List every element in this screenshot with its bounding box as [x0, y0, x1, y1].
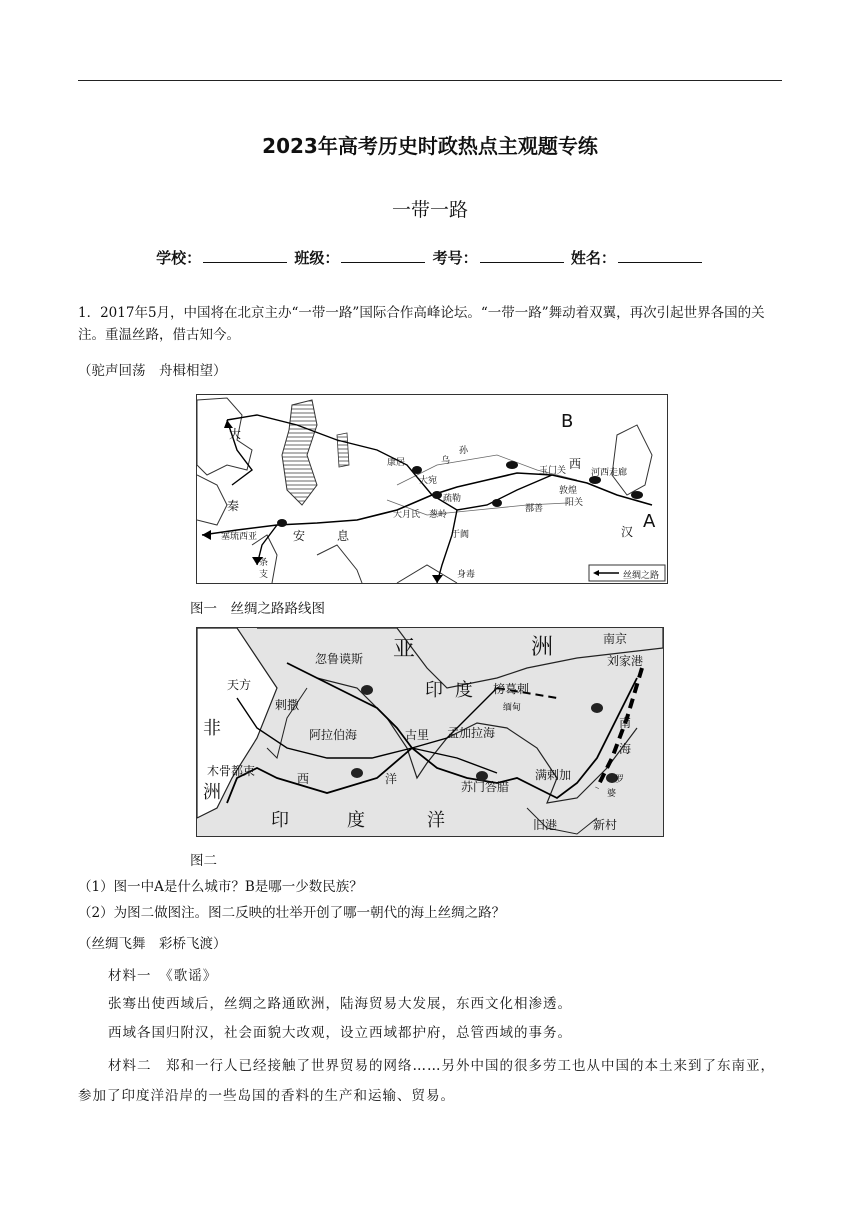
label-miandian: 缅甸	[503, 703, 522, 713]
figure-2-caption: 图二	[190, 853, 217, 869]
label-xi: 西	[297, 772, 310, 786]
label-zhi: 支	[259, 570, 269, 580]
label-liujiagang: 刘家港	[607, 654, 644, 668]
label-dayuezhi: 大月氏	[393, 510, 421, 520]
material-1-line-2: 西域各国归附汉，社会面貌大改观，设立西域都护府，总管西域的事务。	[108, 1025, 572, 1041]
label-yang: 洋	[385, 772, 398, 786]
label-po: 婆	[607, 789, 617, 799]
label-alabo: 阿拉伯海	[309, 728, 358, 742]
label-yang2: 洋	[427, 810, 445, 831]
label-sun: 孙	[459, 446, 469, 456]
exam-number-blank[interactable]	[480, 248, 564, 263]
header-rule	[78, 80, 782, 81]
name-label: 姓名：	[570, 249, 616, 267]
label-du2: 度	[347, 810, 365, 831]
label-dayuan: 大宛	[419, 476, 438, 486]
exam-number-label: 考号：	[432, 249, 478, 267]
silk-road-map	[196, 394, 668, 584]
label-jiugang: 旧港	[533, 818, 558, 832]
student-info-fields	[0, 247, 860, 268]
label-da: 大	[229, 427, 242, 441]
label-shanshan: 鄯善	[525, 504, 544, 514]
label-du: 度	[455, 680, 473, 701]
page-title: 2023年高考历史时政热点主观题专练	[262, 134, 598, 158]
label-sumendala: 苏门答腊	[461, 780, 510, 794]
label-yangguan: 阳关	[565, 498, 584, 508]
label-kangju: 康居	[387, 458, 406, 468]
class-label: 班级：	[294, 249, 340, 267]
label-lasa: 剌撒	[275, 698, 300, 712]
label-sailu: 塞琉西亚	[221, 532, 258, 542]
label-yumenguan: 玉门关	[539, 466, 567, 476]
label-nanjing: 南京	[603, 632, 628, 646]
label-yin: 印	[425, 680, 443, 701]
page-subtitle: 一带一路	[391, 199, 468, 221]
label-shule: 疏勒	[443, 494, 462, 504]
label-hai: 海	[619, 742, 632, 756]
material-1-title: 材料一 《歌谣》	[108, 968, 218, 984]
label-zhou2: 洲	[203, 782, 221, 803]
label-nan: 南	[619, 716, 632, 730]
label-han: 汉	[621, 525, 634, 539]
label-manlajia: 满剌加	[535, 768, 572, 782]
section-2-heading: （丝绸飞舞 彩桥飞渡）	[78, 936, 227, 952]
label-luo: 罗	[615, 775, 625, 785]
label-mengjiala: 孟加拉海	[447, 726, 496, 740]
label-congling: 葱岭	[429, 510, 448, 520]
label-qin: 秦	[227, 499, 240, 513]
school-label: 学校：	[156, 249, 202, 267]
sub-question-2: （2）为图二做图注。图二反映的壮举开创了哪一朝代的海上丝绸之路？	[78, 905, 506, 921]
label-tiao: 条	[259, 558, 269, 568]
label-zhou: 洲	[531, 635, 554, 660]
label-xincun: 新村	[593, 818, 618, 832]
label-yutian: 于阗	[451, 530, 470, 540]
name-blank[interactable]	[618, 248, 702, 263]
label-shendu: 身毒	[457, 570, 476, 580]
label-yin2: 印	[271, 810, 289, 831]
material-2: 材料二 郑和一行人已经接触了世界贸易的网络……另外中国的很多劳工也从中国的本土来到了东南亚，参加了印度洋沿岸的一些岛国的香料的生产和运输、贸易。	[78, 1058, 775, 1104]
material-1-line-1: 张骞出使西域后，丝绸之路通欧洲，陆海贸易大发展，东西文化相渗透。	[108, 996, 572, 1012]
class-blank[interactable]	[341, 248, 425, 263]
zheng-he-voyage-map	[196, 627, 664, 837]
label-A: A	[643, 511, 656, 532]
label-bodi: 榜葛剌	[493, 682, 530, 696]
label-xi: 西	[569, 457, 582, 471]
label-B: B	[561, 411, 574, 432]
label-hexi: 河西走廊	[591, 468, 628, 478]
label-fei: 非	[203, 718, 221, 739]
label-mugudushu: 木骨都束	[207, 764, 256, 778]
label-xi2: 息	[337, 529, 350, 543]
zheng-he-map-graphic	[197, 628, 663, 836]
question-1-intro: 1．2017年5月，中国将在北京主办“一带一路”国际合作高峰论坛。“一带一路”舞动着双翼，再次引起世界各国的关注。重温丝路，借古知今。	[78, 305, 765, 343]
section-1-heading: （驼声回荡 舟楫相望）	[78, 363, 227, 379]
label-ya: 亚	[393, 637, 416, 662]
label-hulumosi: 忽鲁谟斯	[315, 652, 364, 666]
label-dunhuang: 敦煌	[559, 486, 578, 496]
label-wu: 乌	[441, 456, 451, 466]
label-tianfang: 天方	[227, 678, 252, 692]
label-guli: 古里	[405, 728, 430, 742]
label-an: 安	[293, 529, 306, 543]
figure-1-caption: 图一 丝绸之路路线图	[190, 601, 325, 617]
school-blank[interactable]	[203, 248, 287, 263]
sub-question-1: （1）图一中A是什么城市？B是哪一少数民族？	[78, 879, 363, 895]
legend-silk-road: 丝绸之路	[623, 571, 660, 581]
